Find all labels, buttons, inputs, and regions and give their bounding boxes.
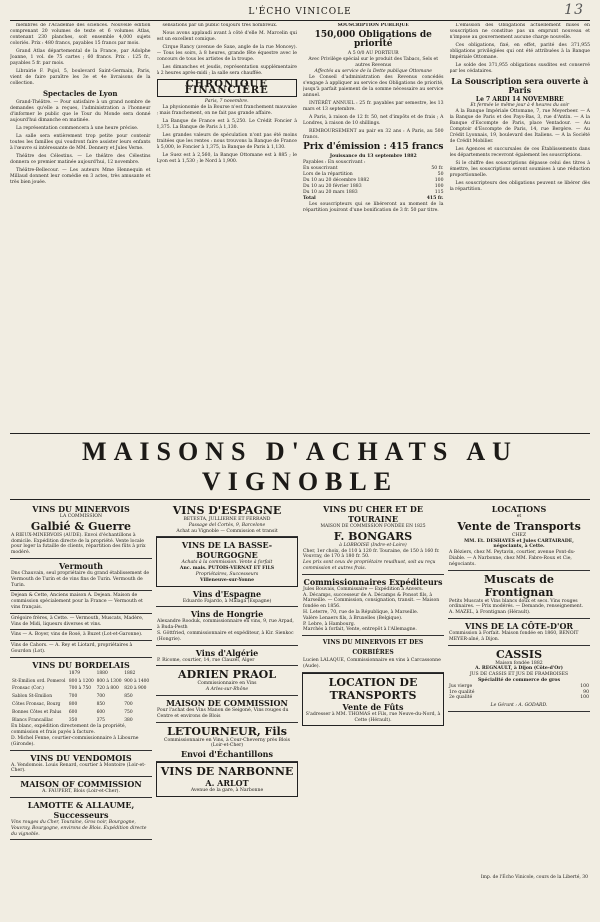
ad-cher-touraine (302, 502, 444, 575)
schedule-row: Du 10 au 20 décembre 1882 100 (303, 178, 444, 183)
ad-body: A RIEUX-MINERVOIS (AUDE). Envoi d'échantillons à domicile. Expédition directe de la propriété. Vente locale pour loger la futaille de clients, répartition des fûts à prix modéré. (11, 532, 146, 556)
ad-praol (156, 666, 298, 696)
ad-title: Vermouth (59, 560, 103, 571)
ad-vendomois (10, 751, 152, 778)
ad-title: Muscats de Frontignan (484, 572, 554, 599)
table-row: St-Emilion ord. Pomerol 800 à 1200 800 à 1300 900 à 1400 (12, 678, 150, 684)
col2-paragraph: Nous avons applaudi avant à côté d'elle M. Marcelin qui est un excellent comique. (156, 31, 297, 42)
ad-body: Vins de Cahors. — A. Rey et Liotard, propriétaires à Gourdon (Lot). (11, 643, 133, 654)
ad-column-1 (10, 502, 152, 922)
table-row: Côtes Fronsac, Bourg 800 850 700 (12, 701, 133, 707)
ad-address: Passage del Cortès, 9, Barcelone (188, 522, 266, 528)
ad-body: P. Ricome, courtier, 14, rue Clauzel, Alger (157, 657, 255, 663)
advertisements (10, 502, 590, 922)
ad-title: Vins d'Espagne (192, 588, 262, 599)
ad-note: Les prix sont ceux de propriétaire reudhuot, soit au reçu commission et autres frais. (303, 560, 436, 571)
ad-body: Grégoire frères, à Cette. — Vermouth, Muscats, Madère, Vins de Midi, liqueurs diverses et vins. (11, 615, 144, 627)
ad-letourneur (156, 723, 298, 763)
ad-title: VINS DE NARBONNE (160, 765, 294, 779)
ad-body: Vins rouges du Cher, Touraine, Gros noir, Bourgogne, Vouvray, Bourgogne, environs de Blois. Expédition directe du vignoble. (11, 819, 147, 837)
ad-cote-dor (448, 619, 590, 646)
col2-paragraph: sensations par un public toujours très nombreux. (162, 23, 278, 28)
ad-subtitle: Achats à la commission. Vente à forfait (181, 560, 273, 566)
ad-body: Alexandre Rooduk, commissionnaire en vins, 9, rue Arpad, à Buda-Pesth (157, 619, 294, 631)
list-item: Jus vierge 100 (449, 683, 589, 689)
col1-paragraph: La représentation commencera à une heure précise. (16, 126, 139, 131)
col1-paragraph: Librairie F. Pujol, 5, boulevard Saint-Germain, Paris, vient de faire paraître les 3e et 4e livraisons de la collection. (10, 69, 151, 86)
masthead-title: L'ÉCHO VINICOLE (248, 7, 352, 17)
col4-paragraph: L'émission des Obligations actuellement mises en souscription ne constitue pas un emprunt nouveau et n'impose au gouvernement aucune charge nouvelle. (449, 23, 590, 40)
schedule-row: En souscrivant 50 fr. (303, 166, 444, 171)
list-item: 1re qualité 90 (449, 689, 589, 695)
mid-rule (10, 433, 590, 434)
ad-title: MAISON OF COMMISSION (20, 779, 142, 790)
col2-paragraph: La Banque de France est à 5,250. Le Crédit Foncier à 1,375. La Banque de Paris à 1,130. (156, 119, 297, 130)
ad-title: VINS DU MINERVOIS (32, 504, 130, 514)
ad-title: LAMOTTE & ALLAUME, Successeurs (27, 799, 135, 820)
ad-maison (10, 777, 152, 798)
ad-title: ADRIEN PRAOL (178, 668, 276, 682)
ad-city: Villeneuve-sur-Yonne (199, 577, 255, 583)
ad-dejean (10, 591, 152, 613)
ad-title: Commissionnaires Expéditeurs (303, 576, 443, 587)
ad-body: Valère Lenaers fils, à Bruxelles (Belgique). (303, 615, 403, 621)
ad-body: Achat au Vignoble — Commission et transit (176, 528, 278, 534)
ad-title: LOCATION DE TRANSPORTS (328, 675, 418, 702)
banner-rule (10, 499, 590, 500)
ad-espagne2 (156, 587, 298, 608)
issue-price: Prix d'émission : 415 francs (303, 142, 444, 152)
ad-name: A. ARLOT (205, 778, 249, 789)
ad-vermouth (10, 559, 152, 591)
ad-note: D. Michel Fenne, courtier-commissionnaire à Libourne (Gironde). (11, 735, 139, 747)
manager-signature: Le Gérant : A. GODARD. (490, 703, 548, 709)
ad-title: LOCATIONS (491, 504, 547, 514)
ad-who: MM. Et. DESHAYES et Jules CARTAIRADE, négociants, à Cette. (464, 538, 574, 550)
ad-commissionnaires (302, 575, 444, 636)
schedule-row: Lors de la répartition 50 (303, 172, 444, 177)
vineyard-houses-banner: MAISONS D'ACHATS AU VIGNOBLE (82, 437, 518, 496)
imprint: Imp. de l'Écho Vinicole, cours de la Liberté, 30 (480, 875, 588, 880)
col3-paragraph: Les souscripteurs qui se libéreront au moment de la répartition jouiront d'une bonification de 3 fr. 50 par titre. (303, 202, 444, 213)
ad-body: A Béziers, chez M. Peytavin, courtier, avenue Pont-du-Diable. — A Narbonne, chez MM. Fabre-Roux et Cie, négociants. (449, 550, 576, 567)
ad-hongrie (156, 607, 298, 645)
ad-body: S. Göttfried, commissionnaire et expéditeur, à Kir. Sienkoc (Hongrie). (157, 630, 294, 642)
schedule-row: Du 10 au 20 mars 1883 115 (303, 190, 444, 195)
ad-title: VINS D'ESPAGNE (172, 504, 282, 517)
subscription-label: SOUSCRIPTION PUBLIQUE (337, 23, 409, 28)
ad-body: A. FAUPERT, Blois (Loir-et-Cher). (42, 789, 120, 795)
ad-basse-bourgogne (156, 537, 298, 586)
privilege: Avec Privilège spécial sur le produit des Tabacs, Sels et autres Revenus (308, 57, 439, 68)
rate: A 5 0/0 AU PORTEUR (347, 51, 399, 56)
ad-body: Jules Bouvais, Commissaire — Expédition à Anvers. (303, 586, 424, 592)
ad-specialty: Spécialité de commerce de gros (477, 677, 561, 683)
col1-paragraph: membres de l'Académie des sciences. Nouvelle édition comprenant 20 volumes de texte et 6 volumes Atlas, contenant 230 planches, soit ensemble 4,000 sujets coloriés. Prix : 480 francs, payables 15 francs par mois. (10, 23, 151, 46)
ad-title: VINS DE LA BASSE-BOURGOGNE (181, 540, 273, 561)
subscription-open-heading: La Souscription sera ouverte à Paris (451, 76, 589, 95)
article-columns (10, 23, 590, 431)
list-item: 2e qualité 100 (449, 695, 589, 701)
ad-conj: et (516, 514, 522, 519)
col4-paragraph: Si le chiffre des souscriptions dépasse celui des titres à émettre, les souscriptions seront soumises à une réduction proportionnelle. (449, 161, 590, 178)
ad-chez: CHEZ (511, 532, 527, 538)
ad-locations (448, 502, 590, 571)
ad-body: Vins — A. Boyer, vins de Rosé, à Buzet (Lot-et-Garonne). (11, 632, 143, 638)
payment-places: A Paris, à raison de 12 fr. 50, net d'impôts et de frais ; A Londres, à raison de 10 shillings. (303, 115, 444, 126)
col4-paragraph: Les souscripteurs des obligations peuvent se libérer dès la répartition. (449, 181, 590, 192)
ad-subtitle: Maison fondée 1882 (495, 660, 543, 666)
interest: INTÉRÊT ANNUEL : 25 fr. payables par semestre, les 13 mars et 13 septembre. (303, 101, 444, 112)
ad-name: BETESTA, JULLIERNE ET FERRAND (183, 517, 271, 522)
ad-subtitle: LA COMMISSION (59, 514, 103, 519)
column-2 (157, 23, 298, 431)
col1-paragraph: Théâtre des Célestins. — Le théâtre des Célestins donnera ce premier matinée aujourd'hui, 12 novembre. (10, 154, 151, 165)
ad-algerie (156, 646, 298, 667)
ad-bordelais (10, 658, 152, 751)
ad-title: VINS DE LA CÔTE-D'OR (464, 620, 574, 631)
ad-location-transports (302, 673, 444, 727)
schedule-row: Du 10 au 20 février 1883 100 (303, 184, 444, 189)
ad-lamotte (10, 798, 152, 840)
ad-body: A. Vendomois. Louis Renard, courtier à Montoire (Loir-et-Cher). (11, 762, 146, 774)
ad-title: VINS DU BORDELAIS (32, 659, 130, 670)
ad-note: En blanc, expédition directement de la propriété, commission et frais payés à facture. (11, 724, 127, 736)
ad-body: Lucien LALAQUE, Commissionnaire en vins à Carcassonne (Aude). (303, 658, 441, 669)
ad-title: Vins d'Algérie (195, 647, 259, 658)
ad-subtitle: Commissionnaire en Vins (197, 681, 257, 687)
col2-paragraph: Le Suez est à 2,560, la Banque Ottomane est à 885 ; le Lyon est à 1,530 ; le Nord à 1,900. (156, 153, 297, 164)
ad-subtitle: MAISON DE COMMISSION FONDÉE EN 1825 (320, 524, 426, 529)
ad-maison-commission (156, 696, 298, 723)
ad-sub: Propriétaires, Successeurs (195, 571, 259, 577)
ad-sub: JUS DE CASSIS ET JUS DE FRAMBOISES (469, 672, 569, 678)
ad-column-4 (448, 502, 590, 922)
ad-body: A. Décamps, successeur de A. Décamps & Ponsot fils, à Marseille. — Commission, consignation, transit. — Maison fondée en 1856. (303, 592, 440, 610)
ad-subtitle: Envoi d'Échantillons (180, 749, 274, 760)
page-folio: 13 (564, 2, 584, 18)
ad-subtitle: Vente de Fûts (342, 701, 404, 712)
col1-paragraph: Grand-Théâtre. — Pour satisfaire à un grand nombre de demandes qu'elle a reçues, l'administration a l'honneur d'informer le public que le Tour du Monde sera donné aujourd'hui dimanche en matinée. (10, 100, 151, 123)
ad-body: Dns Chauvain, seul propriétaire du grand établissement de Vermouth de Turin et de vins fins de Turin. Vermouth de Turin. (11, 570, 150, 588)
col2-paragraph: Les grandes valeurs de spéculation n'ont pas été moins traitées que les rentes : nous trouvons la Banque de France à 5,000, le Foncier à 1,375, la Banque de Paris à 1,130. (156, 133, 297, 150)
col4-paragraph: Le solde des 371,955 obligations susdites est conservé par les cédataires. (449, 63, 590, 74)
repayment: REMBOURSEMENT au pair en 32 ans : A Paris, au 500 francs. (303, 129, 444, 140)
ad-espagne (156, 502, 298, 537)
masthead (10, 2, 590, 18)
schedule-total: Total 415 fr. (303, 196, 444, 201)
table-row: Bonnes Côtes et Palus 600 600 750 (12, 709, 133, 715)
table-row: Fronsac (Cor.) 700 à 750 720 à 800 820 à 900 (12, 686, 147, 692)
ad-address: Avenue de la gare, à Narbonne (190, 788, 264, 794)
ad-title: Vins de Hongrie (190, 609, 264, 620)
schedule-intro: Payables : En souscrivant : (303, 160, 366, 165)
col2-paragraph: Cirque Rancy (avenue de Saxe, angle de la rue Moncey). — Tous les soirs, à 8 heures, grande fête équestre avec le concours de tous les artistes de la troupe. (156, 45, 297, 62)
ad-body: Pour l'achat des Vins Manon de Seigoné, Vins rouges du Centre et environs de Blois (157, 707, 289, 719)
obligations-headline: 150,000 Obligations de priorité (314, 30, 432, 49)
col1-paragraph: Grand Atlas départemental de la France, par Adolphe Joanne, 1 vol. de 75 cartes ; 60 francs. Prix : 125 fr., payables 5 fr. par mois. (10, 49, 151, 66)
ad-body: Eduardo Fajardo, à Malaga (Espagne) (182, 598, 272, 604)
column-3 (303, 23, 444, 431)
col4-paragraph: Ces obligations, fixé, en effet, parité des 371,955 obligations privilégiées qui ont été attribuées à la Banque Impériale Ottomane. (449, 43, 590, 60)
col1-paragraph: Théâtre-Bellecour. — Les auteurs Mme Hennequin et Millaud donnent leur comédie en 3 actes, très amusante et très bien jouée. (10, 168, 151, 185)
ad-body: Dejean & Cette, Anciens maison A. Dejean. Maison de commission spécialement pour la France — Vermouth et vins français. (11, 593, 143, 610)
ad-body: Commissionnaire en Vins, à Cour-Cheverny près Blois (Loir-et-Cher) (163, 737, 290, 749)
affectation: Affectés au service de la Dette publique Ottomane (314, 69, 432, 74)
ad-title: LETOURNEUR, Fils (167, 724, 287, 738)
ad-boyer (10, 630, 152, 641)
ad-cassis (448, 646, 590, 712)
ad-minervois (10, 502, 152, 559)
subscription-hours: Et fermée le même jour à 4 heures du soir (470, 103, 570, 108)
ad-body: Commission à Forfait. Maison fondée en 1860, BENOIT MEYER-aîné, à Dijon. (449, 630, 579, 642)
col4-paragraph: Les Agences et succursales de ces Établissements dans les départements recevront également les souscriptions. (449, 147, 590, 158)
subscription-date: Le 7 ARDI 14 NOVEMBRE (475, 96, 564, 103)
ad-name: A. REGNAULT, à Dijon (Côte-d'Or) (475, 666, 563, 672)
ad-narbonne (156, 762, 298, 797)
interest-since: Jouissance du 13 septembre 1882 (329, 154, 417, 159)
ad-body: Petits Muscats et Vins blancs doux et secs. Vins rouges ordinaires. — Prix modérés. — Demande, renseignement. A. MAZEL, à Frontignan (Hérault). (449, 598, 584, 616)
ad-title: VINS DU VENDOMOIS (30, 752, 132, 763)
dateline: Paris, 7 novembre. (204, 99, 249, 104)
section-heading: Spectacles de Lyon (43, 89, 118, 98)
ad-corbieres (302, 636, 444, 673)
ad-city: A Arles-sur-Rhône (205, 687, 249, 693)
ad-title: VINS DU CHER ET DE TOURAINE (323, 504, 423, 524)
ad-column-2 (156, 502, 298, 922)
ad-muscats (448, 571, 590, 619)
ad-body: S'adresser à MM. THOMAS et Fils, rue Neuve-du-Nord, à Cette (Hérault). (305, 711, 441, 723)
column-1 (10, 23, 151, 431)
ad-title: CASSIS (495, 647, 543, 661)
ad-cahors (10, 641, 152, 658)
ad-gregoire (10, 614, 152, 631)
ad-address: à LOBBOISE (Indre-et-Loire) (339, 542, 407, 548)
ad-title: MAISON DE COMMISSION (166, 697, 288, 708)
price-table (11, 670, 151, 725)
ad-title: VINS DU MINERVOIS ET DES CORBIÈRES (322, 639, 424, 657)
ad-name: Anc. mais. PUTOIS-VERNAT ET FILS (179, 566, 275, 572)
ad-body: Marchés à forfait, Vente, entrepôt à l'Allemagne. (303, 627, 417, 633)
col3-paragraph: Le Conseil d'administration des Revenus concédés s'engage à appliquer au service des Obligations de priorité, jusqu'à parfait paiement de la somme nécessaire au service annuel. (303, 75, 444, 98)
ad-name: Galbié & Guerre (30, 519, 132, 533)
ad-name: Vente de Transports (457, 519, 581, 533)
financial-chronicle-heading: CHRONIQUE FINANCIÈRE (157, 79, 298, 97)
ad-body: H. Leterre, 70, rue de la République, à Marseille. (303, 609, 419, 615)
payment-schedule (303, 166, 444, 202)
top-rule (10, 20, 590, 21)
col2-paragraph: Les dimanches et jeudis, représentation supplémentaire à 2 heures après-midi ; la salle sera chauffée. (156, 65, 297, 76)
ad-body: Cher, 1er choix, de 110 à 120 fr. Touraine, de 150 à 160 fr. Vouvray, de 170 à 180 fr. 50. (303, 548, 440, 560)
table-header: 1879 1880 1882 (68, 670, 136, 676)
subscription-places: A la Banque Impériale Ottomane, 7, rue Meyerbeer. — A la Banque de Paris et des Pays-Bas, 3, rue d'Antin. — A la Banque d'Escompte de Paris, place Ventadour. — Au Comptoir d'Escompte de Paris, 14, rue Bergère. — Au Crédit Lyonnais, 19, boulevard des Italiens. — A la Société de Crédit Mobilier. (449, 109, 590, 144)
table-row: Sablon St-Emilion 700 700 850 (12, 694, 133, 700)
table-row: Blancs Francaillac 350 375 380 (12, 717, 133, 723)
ad-column-3 (302, 502, 444, 922)
col2-paragraph: La physionomie de la Bourse n'est franchement mauvaise ; mais franchement, on ne fait pas grande affaire. (156, 105, 297, 116)
col1-paragraph: La salle sera entièrement trop petite pour contenir toutes les familles qui voudront faire assister leurs enfants à l'œuvre si intéressante de MM. Dennery et Jules Verne. (10, 134, 151, 151)
column-4 (450, 23, 591, 431)
ad-body: P. Lebre, à Hambourg. (303, 621, 356, 627)
ad-name: F. BONGARS (333, 529, 413, 543)
